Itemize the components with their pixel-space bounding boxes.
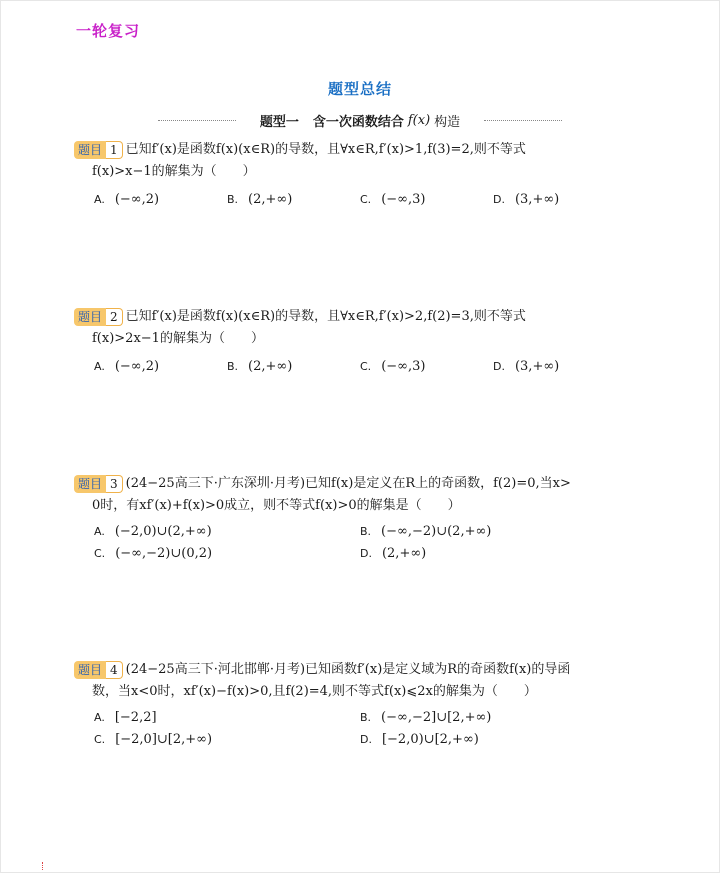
option-c[interactable]: C. (−∞,3)	[360, 192, 426, 207]
option-c[interactable]: C. (−∞,−2)∪(0,2)	[94, 546, 213, 561]
question-stem-line-1: (24−25高三下·广东深圳·月考)已知f(x)是定义在R上的奇函数，f(2)=0,当x>	[125, 476, 571, 491]
question-tag: 题目	[74, 661, 106, 679]
question-stem-line-2: 数，当x<0时，xf′(x)−f(x)>0,且f(2)=4,则不等式f(x)⩽2x的解集为（ ）	[92, 684, 537, 699]
question-stem-line-2: f(x)>2x−1的解集为（ ）	[92, 331, 264, 346]
subtitle-type: 题型一	[259, 115, 299, 130]
question-number: 2	[106, 308, 123, 326]
question-stem-line-1: (24−25高三下·河北邯郸·月考)已知函数f′(x)是定义域为R的奇函数f(x)的导函	[125, 662, 571, 677]
option-d[interactable]: D. (3,+∞)	[493, 359, 560, 374]
left-dotted-rule	[158, 120, 236, 121]
header-label: 一轮复习	[76, 22, 141, 40]
question-3	[74, 473, 654, 565]
option-d[interactable]: D. (3,+∞)	[493, 192, 560, 207]
question-stem-line-1: 已知f′(x)是函数f(x)(x∈R)的导数，且∀x∈R,f′(x)>1,f(3)=2,则不等式	[125, 142, 526, 157]
option-a[interactable]: A. (−∞,2)	[94, 359, 160, 374]
subtitle-desc: 含一次函数结合	[312, 115, 404, 130]
corner-mark	[42, 862, 45, 870]
option-c[interactable]: C. [−2,0]∪[2,+∞)	[94, 732, 213, 747]
question-2	[74, 306, 654, 378]
section-title: 题型总结	[327, 80, 392, 98]
option-b[interactable]: B. (−∞,−2)∪(2,+∞)	[360, 524, 492, 539]
option-a[interactable]: A. (−2,0)∪(2,+∞)	[94, 524, 212, 539]
option-d[interactable]: D. (2,+∞)	[360, 546, 427, 561]
question-tag: 题目	[74, 475, 106, 493]
option-a[interactable]: A. (−∞,2)	[94, 192, 160, 207]
option-d[interactable]: D. [−2,0)∪[2,+∞)	[360, 732, 479, 747]
question-stem-line-1: 已知f′(x)是函数f(x)(x∈R)的导数，且∀x∈R,f′(x)>2,f(2)=3,则不等式	[125, 309, 526, 324]
option-c[interactable]: C. (−∞,3)	[360, 359, 426, 374]
question-tag: 题目	[74, 308, 106, 326]
right-dotted-rule	[484, 120, 562, 121]
question-1	[74, 139, 654, 211]
option-a[interactable]: A. [−2,2]	[94, 710, 157, 725]
question-number: 3	[106, 475, 123, 493]
question-tag: 题目	[74, 141, 106, 159]
subtitle-func: f(x)	[407, 113, 431, 128]
options	[74, 189, 654, 211]
options	[74, 521, 654, 565]
question-number: 1	[106, 141, 123, 159]
options	[74, 356, 654, 378]
subtitle-tail: 构造	[434, 115, 461, 130]
question-stem-line-2: f(x)>x−1的解集为（ ）	[92, 164, 256, 179]
question-stem-line-2: 0时，有xf′(x)+f(x)>0成立，则不等式f(x)>0的解集是（ ）	[92, 498, 461, 513]
question-number: 4	[106, 661, 123, 679]
options	[74, 707, 654, 751]
option-b[interactable]: B. (−∞,−2]∪[2,+∞)	[360, 710, 492, 725]
option-b[interactable]: B. (2,+∞)	[227, 359, 293, 374]
option-b[interactable]: B. (2,+∞)	[227, 192, 293, 207]
section-subtitle	[0, 111, 720, 130]
question-4	[74, 659, 654, 751]
